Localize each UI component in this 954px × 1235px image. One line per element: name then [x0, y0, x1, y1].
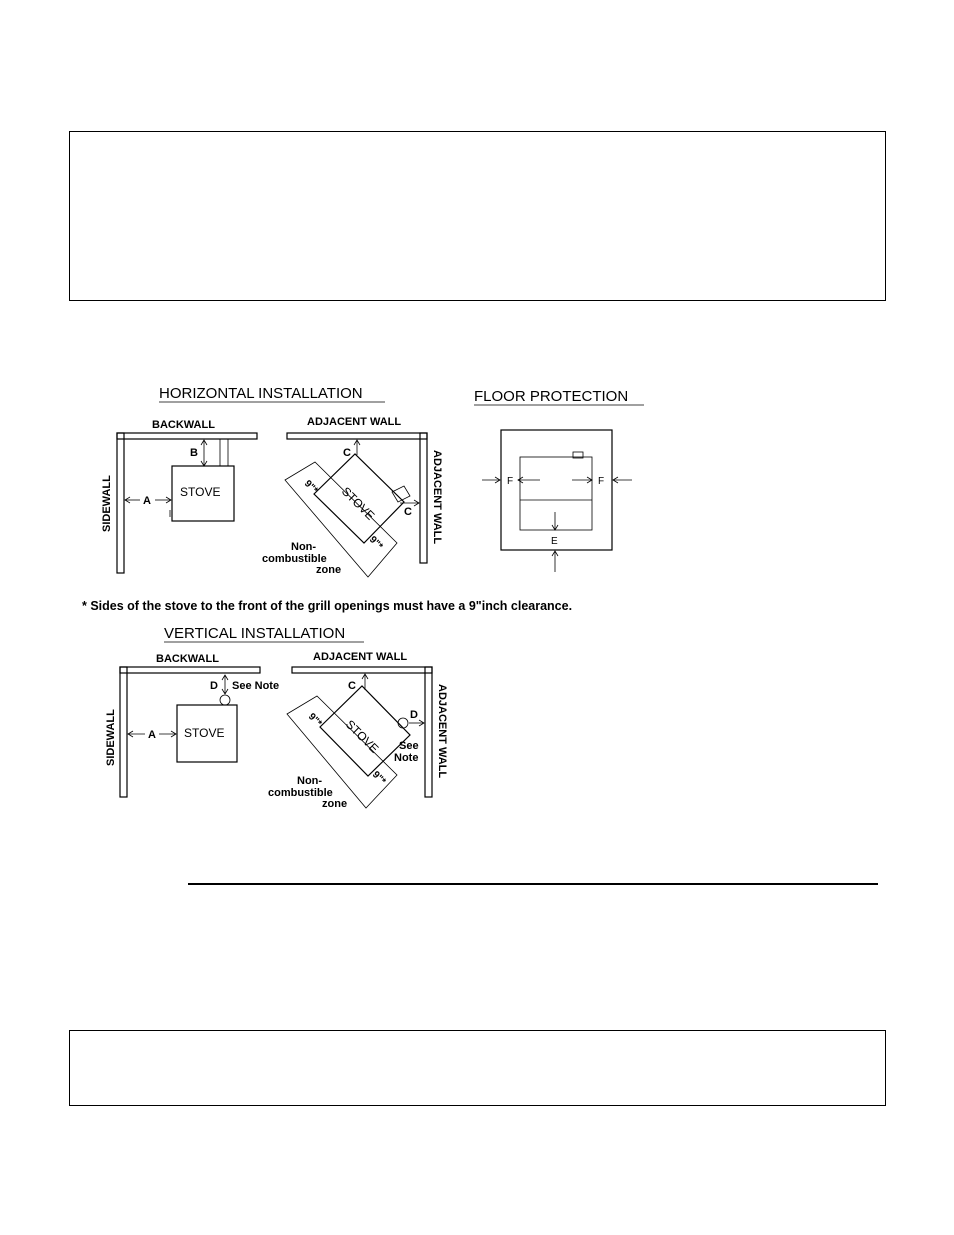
v-adjacent-wall-side-label: ADJACENT WALL	[436, 684, 448, 779]
noncombustible-label-3: zone	[316, 564, 342, 576]
section-divider-rule	[188, 883, 878, 885]
v-dim-c-label: C	[348, 680, 356, 692]
horizontal-installation	[101, 385, 443, 577]
floor-title: FLOOR PROTECTION	[474, 388, 629, 405]
dim-b-label: B	[190, 447, 198, 459]
dim-d-right-label: D	[410, 709, 418, 721]
vertical-installation	[105, 625, 448, 810]
floor-pad	[501, 430, 612, 550]
v-backwall-label: BACKWALL	[156, 653, 219, 665]
adjacent-sidewall	[420, 433, 427, 563]
adjacent-wall-side-label: ADJACENT WALL	[431, 450, 443, 545]
dim-a-label: A	[143, 495, 151, 507]
clearance-footnote: * Sides of the stove to the front of the grill openings must have a 9"inch clearance.	[82, 599, 573, 613]
see-note-left: See Note	[232, 680, 280, 692]
floor-stove-box	[520, 457, 592, 530]
backwall-label: BACKWALL	[152, 419, 215, 431]
dim-c-top-label: C	[343, 447, 351, 459]
v-sidewall	[120, 667, 127, 797]
nine-inch-label-1: 9"*	[301, 478, 320, 497]
dim-f-left-label: F	[507, 476, 514, 487]
v-nine-inch-label-2: 9"*	[369, 769, 388, 788]
v-noncombustible-label-2: combustible	[268, 787, 333, 799]
nine-inch-label-2: 9"*	[366, 534, 385, 553]
v-adjacent-backwall	[292, 667, 432, 673]
backwall	[117, 433, 257, 439]
v-stove-rotated-label: STOVE	[342, 717, 382, 756]
v-vent-circle	[220, 695, 230, 705]
v-noncombustible-label-1: Non-	[297, 775, 323, 787]
v-vent-circle-rotated	[398, 718, 408, 728]
bottom-notice-box	[69, 1030, 886, 1106]
v-noncombustible-label-3: zone	[322, 798, 348, 810]
floor-protection	[474, 388, 644, 572]
v-dim-a-label: A	[148, 729, 156, 741]
v-nine-inch-label-1: 9"*	[305, 711, 324, 730]
horizontal-title: HORIZONTAL INSTALLATION	[159, 385, 363, 402]
v-adjacent-sidewall	[425, 667, 432, 797]
vertical-title: VERTICAL INSTALLATION	[164, 625, 346, 642]
v-stove-label: STOVE	[184, 726, 225, 740]
dim-c-side-label: C	[404, 506, 412, 518]
v-backwall	[120, 667, 260, 673]
see-note-right-2: Note	[394, 752, 419, 764]
v-adjacent-wall-top-label: ADJACENT WALL	[313, 651, 408, 663]
sidewall-label: SIDEWALL	[101, 475, 113, 532]
noncombustible-label-1: Non-	[291, 541, 317, 553]
dim-e-label: E	[551, 536, 558, 547]
adjacent-wall-top-label: ADJACENT WALL	[307, 416, 402, 428]
vent-pipe	[220, 439, 228, 466]
stove-label: STOVE	[180, 485, 221, 499]
dim-f-right-label: F	[598, 476, 605, 487]
v-sidewall-label: SIDEWALL	[105, 709, 117, 766]
stove-rotated-label: STOVE	[338, 484, 378, 523]
dim-d-left-label: D	[210, 680, 218, 692]
noncombustible-label-2: combustible	[262, 553, 327, 565]
adjacent-backwall	[287, 433, 427, 439]
see-note-right-1: See	[399, 740, 419, 752]
sidewall	[117, 433, 124, 573]
